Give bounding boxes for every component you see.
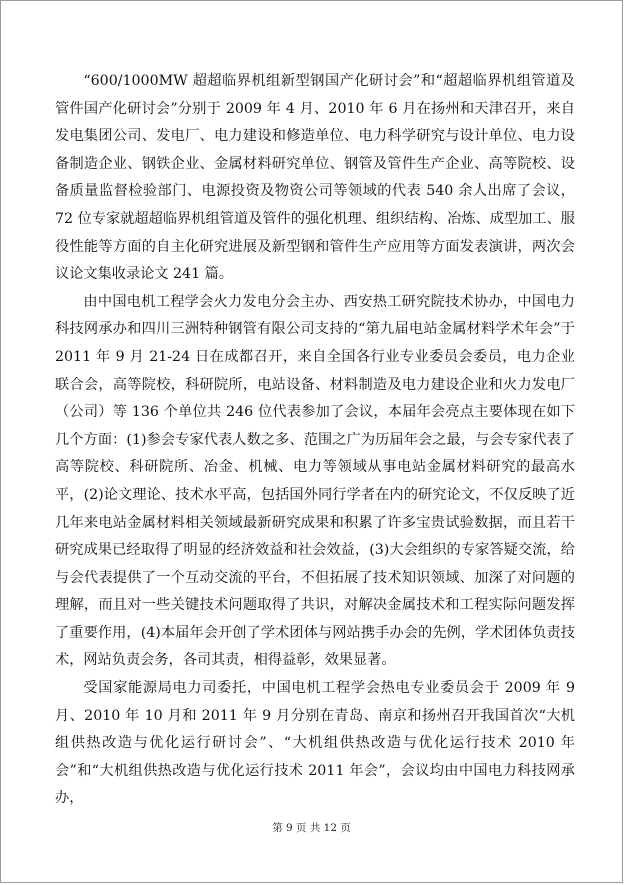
page-number-footer: 第 9 页 共 12 页 [272,822,351,834]
paragraph-annual-meeting: 由中国电机工程学会火力发电分会主办、西安热工研究院技术协办，中国电力科技网承办和四川三洲特种钢管有限公司支持的“第九届电站金属材料学术年会”于 2011 年 9 月 21-24 日在成都召开，来自全国各行业专业委员会委员，电力企业联合会，高等院校，科研院所，电站设备、材料制造及电力建设企业和火力发电厂（公司）等 136 个单位共 246 位代表参加了会议，本届年会亮点主要体现在如下几个方面：(1)参会专家代表人数之多、范围之广为历届年会之最，与会专家代表了高等院校、科研院所、冶金、机械、电力等领域从事电站金属材料研究的最高水平，(2)论文理论、技术水平高，包括国外同行学者在内的研究论文，不仅反映了近几年来电站金属材料相关领域最新研究成果和积累了许多宝贵试验数据，而且若干研究成果已经取得了明显的经济效益和社会效益，(3)大会组织的专家答疑交流，给与会代表提供了一个互动交流的平台，不但拓展了技术知识领域、加深了对问题的理解，而且对一些关键技术问题取得了共识，对解决金属技术和工程实际问题发挥了重要作用，(4)本届年会开创了学术团体与网站携手办会的先例，学术团体负责技术，网站负责会务，各司其责，相得益彰，效果显著。 [55,293,575,669]
paragraph-conference-summary: “600/1000MW 超超临界机组新型钢国产化研讨会”和“超超临界机组管道及管件国产化研讨会”分别于 2009 年 4 月、2010 年 6 月在扬州和天津召开，来自发电集团公司、发电厂、电力建设和修造单位、电力科学研究与设计单位、电力设备制造企业、钢铁企业、金属材料研究单位、钢管及管件生产企业、高等院校、设备质量监督检验部门、电源投资及物资公司等领域的代表 540 余人出席了会议，72 位专家就超超临界机组管道及管件的强化机理、组织结构、冶炼、成型加工、服役性能等方面的自主化研究进展及新型钢和管件生产应用等方面发表演讲，两次会议论文集收录论文 241 篇。 [55,73,575,283]
document-body [55,68,575,813]
paragraph-heating-seminar: 受国家能源局电力司委托，中国电机工程学会热电专业委员会于 2009 年 9 月、2010 年 10 月和 2011 年 9 月分别在青岛、南京和扬州召开我国首次“大机组供热改造与优化运行研讨会”、“大机组供热改造与优化运行技术 2010 年会”和“大机组供热改造与优化运行技术 2011 年会”，会议均由中国电力科技网承办， [55,680,575,807]
